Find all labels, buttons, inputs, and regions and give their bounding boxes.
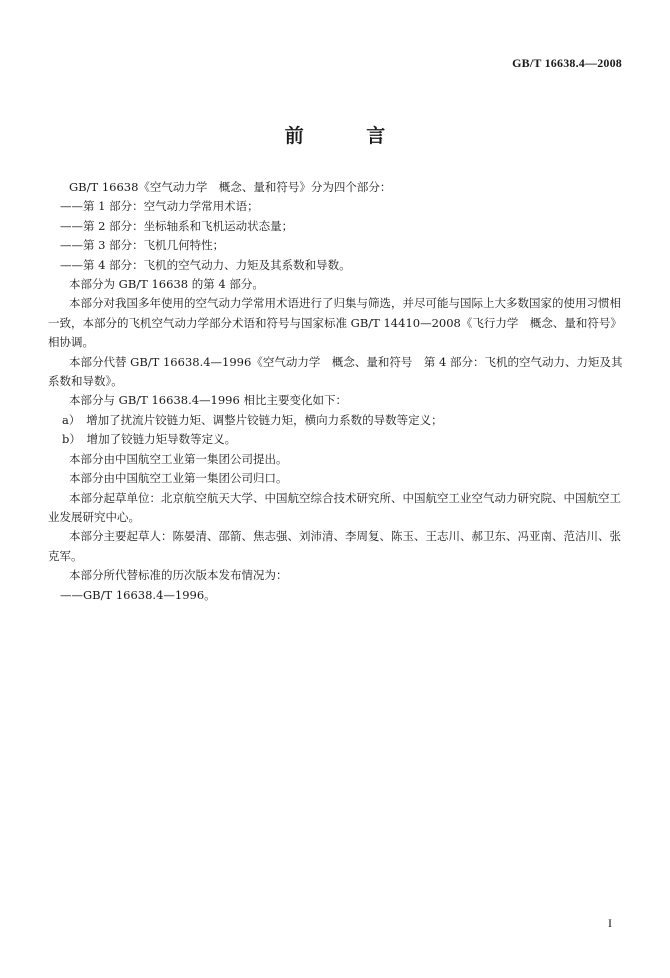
history-item: ——GB/T 16638.4—1996。 (60, 587, 216, 602)
foreword-body (48, 178, 626, 605)
paragraph-centralized: 本部分由中国航空工业第一集团公司归口。 (69, 471, 288, 486)
paragraph-drafters: 本部分主要起草人：陈晏清、邵箭、焦志强、刘沛清、李周复、陈玉、王志川、郝卫东、冯亚南、范洁川、张克军。 (48, 529, 621, 563)
change-item-b: b） 增加了铰链力矩导数等定义。 (62, 432, 237, 447)
paragraph-intro: GB/T 16638《空气动力学 概念、量和符号》分为四个部分： (69, 180, 392, 194)
paragraph-scope: 本部分为 GB/T 16638 的第 4 部分。 (69, 277, 264, 292)
paragraph-changes: 本部分与 GB/T 16638.4—1996 相比主要变化如下： (69, 393, 347, 408)
paragraph-history: 本部分所代替标准的历次版本发布情况为： (69, 568, 288, 583)
list-item-part-2: ——第 2 部分：坐标轴系和飞机运动状态量； (60, 218, 294, 233)
paragraph-terms: 本部分对我国多年使用的空气动力学常用术语进行了归集与筛选，并尽可能与国际上大多数国家的使用习惯相一致，本部分的飞机空气动力学部分术语和符号与国家标准 GB/T 14410—2008《飞行力学 概念、量和符号》相协调。 (48, 296, 622, 350)
change-item-a: a） 增加了扰流片铰链力矩、调整片铰链力矩，横向力系数的导数等定义； (62, 412, 443, 427)
paragraph-replaces: 本部分代替 GB/T 16638.4—1996《空气动力学 概念、量和符号 第 4 部分：飞机的空气动力、力矩及其系数和导数》。 (48, 354, 623, 389)
paragraph-drafting-units: 本部分起草单位：北京航空航天大学、中国航空综合技术研究所、中国航空工业空气动力研究院、中国航空工业发展研究中心。 (48, 490, 621, 524)
page-number: I (608, 916, 612, 930)
list-item-part-3: ——第 3 部分：飞机几何特性； (60, 238, 225, 253)
paragraph-proposed: 本部分由中国航空工业第一集团公司提出。 (69, 451, 288, 466)
list-item-part-4: ——第 4 部分：飞机的空气动力、力矩及其系数和导数。 (60, 257, 351, 272)
page-title: 前 言 (284, 125, 414, 147)
standard-number-header: GB/T 16638.4—2008 (512, 56, 622, 70)
list-item-part-1: ——第 1 部分：空气动力学常用术语； (60, 199, 259, 214)
